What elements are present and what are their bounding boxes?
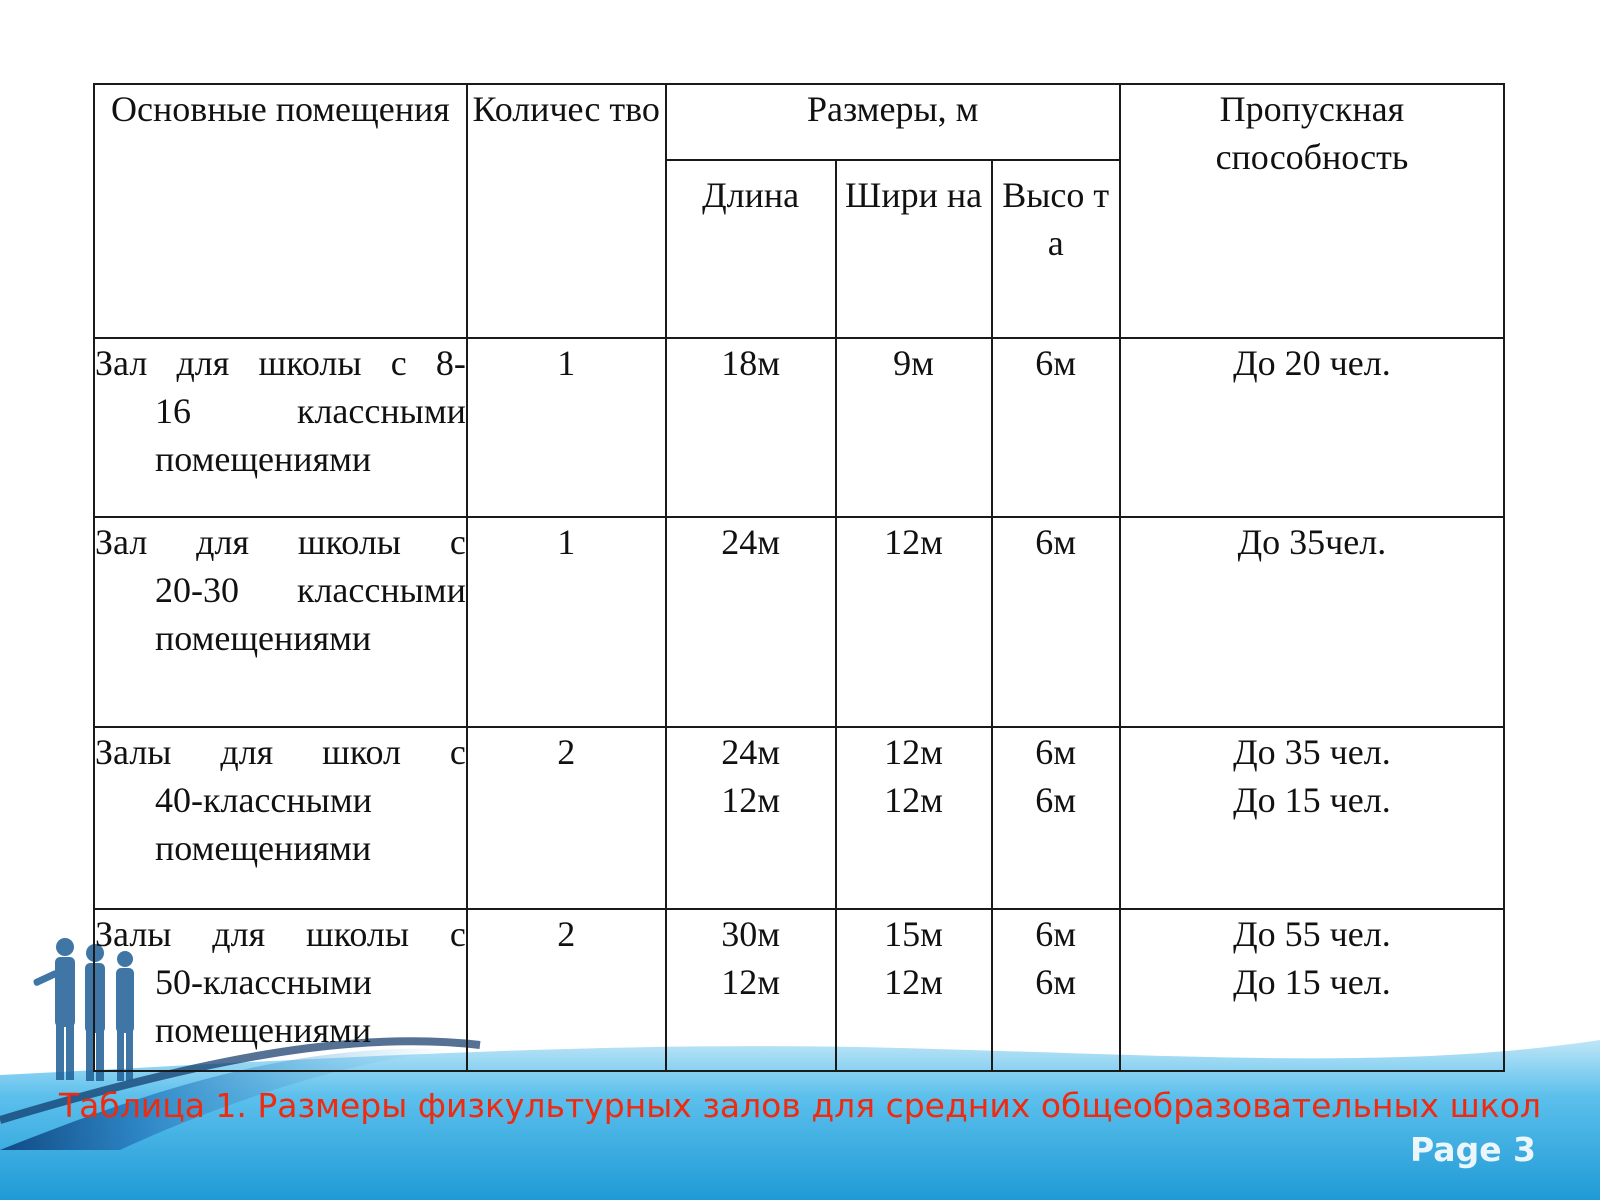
capacity-cell [1120,338,1504,517]
length-value: 18м [721,343,780,383]
width-cell [836,338,992,517]
width-value: 9м [893,343,934,383]
height-value: 6м [1035,962,1077,1003]
height-cell [992,517,1120,727]
height-cell [992,338,1120,517]
room-name-cell [94,338,467,517]
count-cell: 1 [467,517,666,727]
capacity-value: До 35 чел. [1233,731,1391,772]
header-count: Количес тво [467,84,666,338]
count-cell: 2 [467,727,666,910]
capacity-value: До 20 чел. [1233,343,1391,383]
count-cell: 1 [467,338,666,517]
room-name-rest: 50-классными помещениями [155,962,372,1051]
width-value: 12м [884,731,943,772]
capacity-cell [1120,727,1504,910]
room-name-rest: 40-классными помещениями [155,779,372,868]
table-row [94,727,1504,910]
room-name-cell [94,909,467,1071]
capacity-value: До 35чел. [1237,521,1387,562]
table-row [94,338,1504,517]
length-cell [666,727,836,910]
capacity-value: До 15 чел. [1233,779,1391,820]
capacity-value: До 55 чел. [1233,914,1391,955]
width-cell [836,517,992,727]
room-name-first-line: Зал для школы с [95,521,466,562]
width-value: 12м [884,521,943,562]
capacity-cell [1120,517,1504,727]
capacity-value: До 15 чел. [1233,962,1391,1003]
length-value: 24м [721,731,780,772]
table-caption: Таблица 1. Размеры физкультурных залов для средних общеобразовательных школ [58,1086,1541,1125]
hall-sizes-table-wrapper [93,83,1505,1072]
height-value: 6м [1035,914,1077,955]
length-value: 12м [721,779,780,820]
height-value: 6м [1035,521,1077,562]
header-main-rooms: Основные помещения [94,84,467,338]
room-name-first-line: Залы для школ с [95,731,466,772]
length-cell [666,909,836,1071]
width-value: 15м [884,914,943,955]
header-capacity: Пропускная способность [1120,84,1504,338]
header-height: Высо т а [992,160,1120,338]
width-value: 12м [884,779,943,820]
hall-sizes-table [93,83,1505,1072]
width-cell [836,909,992,1071]
table-row [94,909,1504,1071]
count-cell: 2 [467,909,666,1071]
width-cell [836,727,992,910]
room-name-cell [94,727,467,910]
room-name-rest: 20-30 классными помещениями [155,569,466,658]
table-row [94,517,1504,727]
length-value: 30м [721,914,780,955]
length-cell [666,338,836,517]
height-cell [992,727,1120,910]
height-cell [992,909,1120,1071]
height-value: 6м [1035,731,1077,772]
height-value: 6м [1035,343,1077,383]
capacity-cell [1120,909,1504,1071]
page-number: Page 3 [1410,1130,1537,1169]
header-width: Шири на [836,160,992,338]
length-value: 12м [721,962,780,1003]
room-name-first-line: Залы для школы с [95,914,466,955]
room-name-cell [94,517,467,727]
length-value: 24м [721,521,780,562]
height-value: 6м [1035,779,1077,820]
width-value: 12м [884,962,943,1003]
room-name-first-line: Зал для школы с 8- [95,343,466,383]
header-length: Длина [666,160,836,338]
room-name-rest: 16 классными помещениями [155,391,466,479]
length-cell [666,517,836,727]
header-sizes: Размеры, м [666,84,1120,160]
